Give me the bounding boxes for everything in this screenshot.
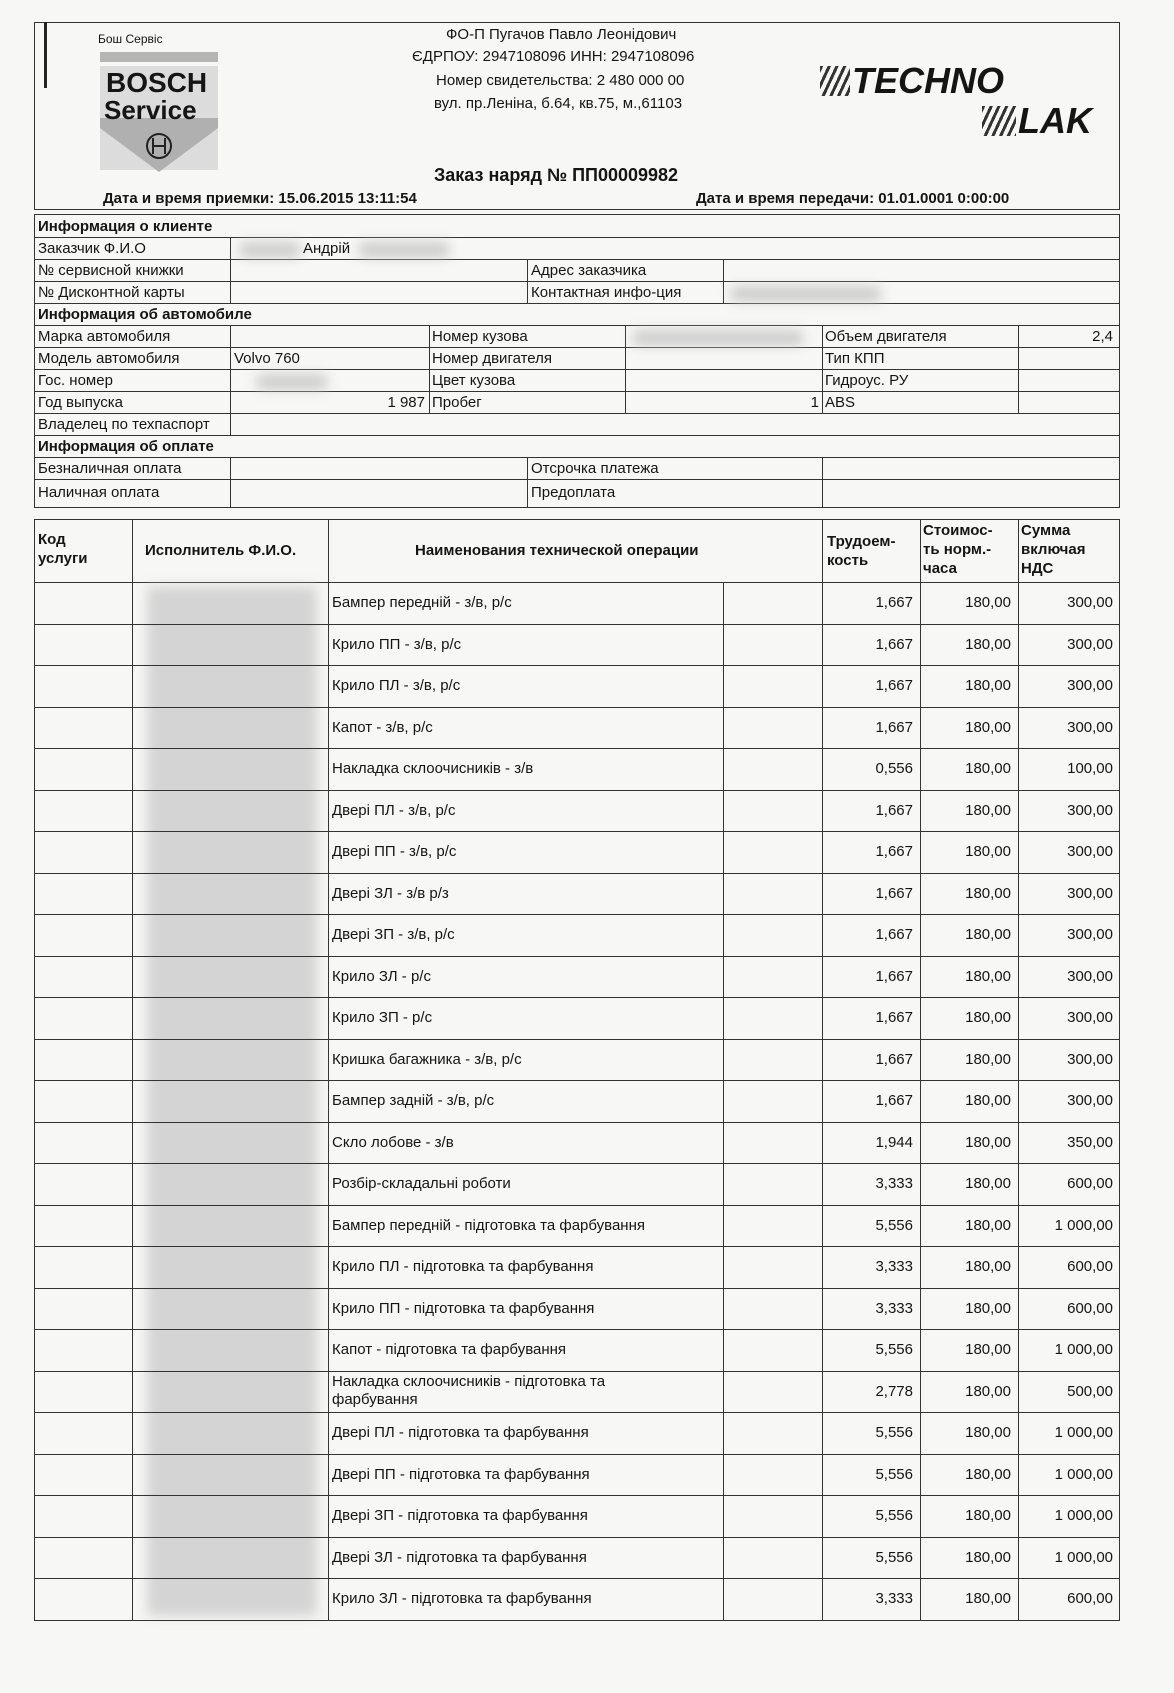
labor-hours: 1,667: [875, 594, 913, 611]
customer-name: Андрій: [303, 240, 351, 257]
labor-hours: 1,667: [875, 967, 913, 985]
operation-name: Крило ПП - підготовка та фарбування: [332, 1299, 595, 1317]
hour-rate: 180,00: [965, 843, 1011, 860]
lak-stripes: [982, 106, 1016, 136]
operation-name: Двері ПЛ - підготовка та фарбування: [332, 1424, 589, 1441]
table-row: [35, 707, 1119, 749]
hour-rate: 180,00: [965, 1465, 1011, 1483]
techno-wordmark: TECHNO: [852, 60, 1004, 101]
sum-with-vat: 1 000,00: [1054, 1507, 1113, 1524]
hour-rate: 180,00: [965, 718, 1011, 736]
sum-with-vat: 300,00: [1067, 801, 1113, 819]
sum-with-vat: 300,00: [1067, 843, 1113, 860]
table-row: [35, 914, 1119, 956]
table-row: [35, 1329, 1119, 1371]
table-row: [35, 790, 1119, 832]
hour-rate: 180,00: [965, 967, 1011, 985]
table-row: [35, 1454, 1119, 1496]
model-value: Volvo 760: [234, 350, 300, 367]
labor-hours: 5,556: [875, 1216, 913, 1234]
client-section-title: Информация о клиенте: [38, 218, 213, 235]
customer-label: Заказчик Ф.И.О: [38, 240, 146, 257]
sum-with-vat: 1 000,00: [1054, 1424, 1113, 1441]
deferral-label: Отсрочка платежа: [531, 460, 659, 477]
sum-with-vat: 300,00: [1067, 1092, 1113, 1109]
operation-name: Бампер задній - з/в, р/с: [332, 1092, 495, 1109]
labor-hours: 1,667: [875, 1050, 913, 1068]
hour-rate: 180,00: [965, 1258, 1011, 1275]
cash-label: Наличная оплата: [38, 484, 160, 501]
table-row: [35, 997, 1119, 1039]
hour-rate: 180,00: [965, 677, 1011, 694]
labor-hours: 5,556: [875, 1424, 913, 1441]
operation-name: Розбір-складальні роботи: [332, 1175, 511, 1192]
table-row: [35, 1578, 1119, 1620]
body-number-redacted: [633, 331, 803, 345]
table-row: [35, 1205, 1119, 1247]
sum-with-vat: 100,00: [1067, 760, 1113, 777]
operation-name-line: фарбування: [332, 1390, 418, 1408]
address-line: вул. пр.Леніна, б.64, кв.75, м.,61103: [434, 95, 683, 112]
sum-with-vat: 300,00: [1067, 1050, 1113, 1068]
operation-name: Капот - підготовка та фарбування: [332, 1341, 567, 1358]
operation-name: Двері ЗП - з/в, р/с: [332, 926, 455, 943]
prepay-label: Предоплата: [531, 484, 616, 501]
labor-hours: 5,556: [875, 1548, 913, 1566]
service-wordmark: Service: [104, 95, 197, 125]
hour-rate: 180,00: [965, 1299, 1011, 1317]
table-row: [35, 1122, 1119, 1164]
operation-name: Двері ПП - з/в, р/с: [332, 843, 457, 860]
address-label: Адрес заказчика: [531, 262, 647, 279]
table-row: [35, 1412, 1119, 1454]
hour-rate: 180,00: [965, 760, 1011, 777]
labor-hours: 0,556: [875, 760, 913, 777]
labor-hours: 3,333: [875, 1590, 913, 1607]
sum-with-vat: 350,00: [1067, 1133, 1113, 1151]
hour-rate: 180,00: [965, 1133, 1011, 1151]
certificate-line: Номер свидетельства: 2 480 000 00: [436, 72, 685, 89]
hour-rate: 180,00: [965, 1424, 1011, 1441]
techno-lak-logo: [820, 62, 1120, 142]
operation-name: Скло лобове - з/в: [332, 1133, 454, 1151]
operation-name: Бампер передній - підготовка та фарбування: [332, 1216, 645, 1234]
operation-name: Капот - з/в, р/с: [332, 718, 433, 736]
labor-hours: 3,333: [875, 1299, 913, 1317]
labor-hours: 1,667: [875, 718, 913, 736]
labor-hours: 2,778: [875, 1382, 913, 1400]
gearbox-label: Тип КПП: [825, 350, 885, 367]
labor-hours: 1,667: [875, 884, 913, 902]
sum-with-vat: 300,00: [1067, 677, 1113, 694]
table-row: [35, 665, 1119, 707]
edrpou-line: ЄДРПОУ: 2947108096 ИНН: 2947108096: [412, 48, 695, 65]
hour-rate: 180,00: [965, 801, 1011, 819]
techno-stripes: [820, 66, 850, 96]
engine-volume-label: Объем двигателя: [825, 328, 947, 345]
sum-with-vat: 1 000,00: [1054, 1465, 1113, 1483]
operations-table: [34, 519, 1120, 1621]
hour-rate: 180,00: [965, 1216, 1011, 1234]
sum-with-vat: 600,00: [1067, 1590, 1113, 1607]
hour-rate: 180,00: [965, 1050, 1011, 1068]
contact-label: Контактная инфо-ция: [531, 284, 682, 301]
hour-rate: 180,00: [965, 1382, 1011, 1400]
table-row: [35, 748, 1119, 790]
abs-label: ABS: [825, 394, 856, 411]
model-label: Модель автомобиля: [38, 350, 180, 367]
sum-with-vat: 600,00: [1067, 1258, 1113, 1275]
operation-name: Крило ЗП - р/с: [332, 1009, 433, 1026]
hour-rate: 180,00: [965, 1507, 1011, 1524]
discount-card-label: № Дисконтной карты: [38, 284, 185, 301]
customer-patronymic-redacted: [359, 243, 449, 257]
hour-rate: 180,00: [965, 1590, 1011, 1607]
operation-name: Двері ПЛ - з/в, р/с: [332, 801, 456, 819]
sum-with-vat: 1 000,00: [1054, 1216, 1113, 1234]
bosch-wordmark: BOSCH: [106, 67, 208, 98]
steering-label: Гидроус. РУ: [825, 372, 909, 389]
left-margin-mark: [44, 22, 47, 88]
operation-name: Бампер передній - з/в, р/с: [332, 594, 512, 611]
company-small-label: Бош Сервіс: [98, 32, 163, 46]
engine-number-label: Номер двигателя: [432, 350, 553, 367]
sum-with-vat: 300,00: [1067, 884, 1113, 902]
operation-name: Двері ЗЛ - підготовка та фарбування: [332, 1548, 587, 1566]
table-row: [35, 1371, 1119, 1413]
operation-name: [332, 1373, 605, 1409]
sum-with-vat: 600,00: [1067, 1175, 1113, 1192]
labor-hours: 1,667: [875, 1092, 913, 1109]
table-row: [35, 956, 1119, 998]
labor-hours: 1,667: [875, 1009, 913, 1026]
labor-hours: 1,944: [875, 1133, 913, 1151]
table-row: [35, 1288, 1119, 1330]
transfer-datetime: Дата и время передачи: 01.01.0001 0:00:00: [696, 190, 1010, 207]
service-book-label: № сервисной книжки: [38, 262, 184, 279]
labor-hours: 5,556: [875, 1341, 913, 1358]
table-row: [35, 582, 1119, 624]
labor-hours: 1,667: [875, 801, 913, 819]
plate-label: Гос. номер: [38, 372, 113, 389]
operation-name: Крило ЗЛ - підготовка та фарбування: [332, 1590, 592, 1607]
year-label: Год выпуска: [38, 394, 123, 411]
col-rate-header: Стоимос- ть норм.- часа: [923, 522, 993, 577]
sum-with-vat: 300,00: [1067, 594, 1113, 611]
year-value: 1 987: [387, 394, 425, 411]
color-label: Цвет кузова: [432, 372, 516, 389]
mileage-value: 1: [810, 394, 819, 411]
customer-surname-redacted: [240, 243, 300, 257]
sum-with-vat: 300,00: [1067, 967, 1113, 985]
operation-name: Двері ЗП - підготовка та фарбування: [332, 1507, 588, 1524]
car-section-title: Информация об автомобиле: [38, 306, 252, 323]
table-row: [35, 831, 1119, 873]
engine-volume-value: 2,4: [1092, 328, 1113, 345]
operation-name: Кришка багажника - з/в, р/с: [332, 1050, 522, 1068]
received-datetime: Дата и время приемки: 15.06.2015 13:11:54: [103, 190, 417, 207]
operation-name: Крило ПЛ - з/в, р/с: [332, 677, 461, 694]
labor-hours: 3,333: [875, 1175, 913, 1192]
labor-hours: 1,667: [875, 926, 913, 943]
operation-name: Крило ЗЛ - р/с: [332, 967, 431, 985]
owner-label: Владелец по техпаспорт: [38, 416, 210, 433]
hour-rate: 180,00: [965, 1092, 1011, 1109]
col-code-header: Код услуги: [38, 531, 88, 567]
contact-info-redacted: [731, 287, 881, 301]
body-number-label: Номер кузова: [432, 328, 528, 345]
labor-hours: 5,556: [875, 1507, 913, 1524]
sum-with-vat: 500,00: [1067, 1382, 1113, 1400]
hour-rate: 180,00: [965, 1341, 1011, 1358]
sum-with-vat: 300,00: [1067, 1009, 1113, 1026]
table-row: [35, 1537, 1119, 1579]
lak-wordmark: LAK: [1018, 100, 1092, 141]
sum-with-vat: 600,00: [1067, 1299, 1113, 1317]
col-hours-header: Трудоем- кость: [827, 533, 896, 569]
hour-rate: 180,00: [965, 884, 1011, 902]
table-row: [35, 873, 1119, 915]
hour-rate: 180,00: [965, 1175, 1011, 1192]
labor-hours: 5,556: [875, 1465, 913, 1483]
labor-hours: 1,667: [875, 677, 913, 694]
info-grid: [34, 214, 1120, 508]
hour-rate: 180,00: [965, 1548, 1011, 1566]
sum-with-vat: 300,00: [1067, 635, 1113, 653]
col-sum-header: Сумма включая НДС: [1021, 522, 1086, 577]
table-row: [35, 624, 1119, 666]
col-operation-header: Наименования технической операции: [415, 542, 699, 559]
table-row: [35, 1163, 1119, 1205]
labor-hours: 1,667: [875, 635, 913, 653]
sum-with-vat: 300,00: [1067, 926, 1113, 943]
order-title: Заказ наряд № ПП00009982: [434, 165, 679, 185]
mileage-label: Пробег: [432, 394, 482, 411]
operation-name: Двері ЗЛ - з/в р/з: [332, 884, 449, 902]
table-row: [35, 1039, 1119, 1081]
labor-hours: 1,667: [875, 843, 913, 860]
hour-rate: 180,00: [965, 594, 1011, 611]
hour-rate: 180,00: [965, 635, 1011, 653]
labor-hours: 3,333: [875, 1258, 913, 1275]
table-row: [35, 1246, 1119, 1288]
sum-with-vat: 1 000,00: [1054, 1341, 1113, 1358]
brand-label: Марка автомобиля: [38, 328, 171, 345]
sum-with-vat: 1 000,00: [1054, 1548, 1113, 1566]
operation-name-line: Накладка склоочисників - підготовка та: [332, 1372, 606, 1390]
operation-name: Накладка склоочисників - з/в: [332, 760, 534, 777]
cashless-label: Безналичная оплата: [38, 460, 182, 477]
hour-rate: 180,00: [965, 926, 1011, 943]
operation-name: Двері ПП - підготовка та фарбування: [332, 1465, 590, 1483]
table-row: [35, 1080, 1119, 1122]
plate-redacted: [257, 375, 327, 389]
owner-name: ФО-П Пугачов Павло Леонідович: [446, 26, 677, 43]
operation-name: Крило ПП - з/в, р/с: [332, 635, 462, 653]
sum-with-vat: 300,00: [1067, 718, 1113, 736]
payment-section-title: Информация об оплате: [38, 438, 214, 455]
bosch-service-logo: [100, 52, 218, 172]
table-row: [35, 1495, 1119, 1537]
hour-rate: 180,00: [965, 1009, 1011, 1026]
operation-name: Крило ПЛ - підготовка та фарбування: [332, 1258, 594, 1275]
col-worker-header: Исполнитель Ф.И.О.: [145, 542, 297, 559]
